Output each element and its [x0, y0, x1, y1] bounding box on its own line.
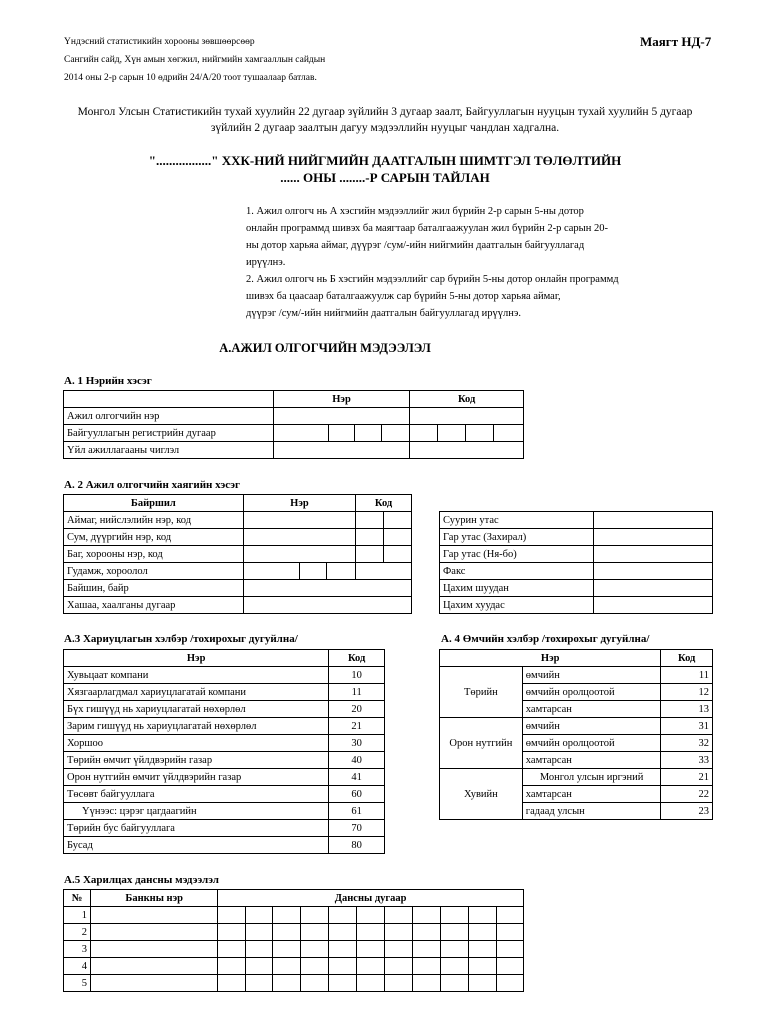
a5-header-no: № — [64, 890, 91, 907]
account-digit-field[interactable] — [412, 941, 440, 958]
a2-contact-table — [439, 511, 713, 614]
district-name-field[interactable] — [243, 529, 355, 546]
report-title-line-1: "................." ХХК-НИЙ НИЙГМИЙН ДААТГАЛЫН ШИМТГЭЛ ТӨЛӨЛТИЙН — [148, 153, 622, 168]
account-digit-field[interactable] — [218, 907, 246, 924]
a5-header-bank: Банкны нэр — [91, 890, 218, 907]
ownership-code[interactable]: 13 — [661, 701, 713, 718]
account-digit-field[interactable] — [356, 907, 384, 924]
register-digit-field[interactable] — [494, 425, 524, 442]
ownership-name: Монгол улсын иргэний — [522, 769, 661, 786]
instructions — [246, 203, 706, 322]
account-digit-field[interactable] — [468, 958, 496, 975]
table-row — [64, 597, 412, 614]
contact-label: Суурин утас — [440, 512, 594, 529]
bank-name-field[interactable] — [91, 958, 218, 975]
activity-code-field[interactable] — [410, 442, 524, 459]
account-digit-field[interactable] — [246, 924, 273, 941]
a1-header-code: Код — [410, 391, 524, 408]
table-row — [64, 975, 524, 992]
account-digit-field[interactable] — [440, 907, 468, 924]
a4-header-name: Нэр — [440, 650, 661, 667]
account-digit-field[interactable] — [301, 975, 328, 992]
row-number: 4 — [64, 958, 91, 975]
liability-name: Орон нутгийн өмчит үйлдвэрийн газар — [64, 769, 329, 786]
bank-name-field[interactable] — [91, 975, 218, 992]
row-number: 1 — [64, 907, 91, 924]
table-row[interactable] — [64, 752, 385, 769]
account-digit-field[interactable] — [273, 975, 301, 992]
liability-code[interactable]: 80 — [329, 837, 385, 854]
account-digit-field[interactable] — [273, 941, 301, 958]
province-code-field[interactable] — [356, 512, 384, 529]
table-row[interactable] — [440, 718, 713, 735]
account-digit-field[interactable] — [440, 958, 468, 975]
table-row — [440, 563, 713, 580]
ownership-code[interactable]: 33 — [661, 752, 713, 769]
account-digit-field[interactable] — [412, 975, 440, 992]
account-digit-field[interactable] — [301, 941, 328, 958]
table-row — [64, 941, 524, 958]
account-digit-field[interactable] — [468, 975, 496, 992]
employer-name-field[interactable] — [273, 408, 410, 425]
ownership-group-label: Хувийн — [440, 769, 523, 820]
account-digit-field[interactable] — [384, 941, 412, 958]
liability-code[interactable]: 21 — [329, 718, 385, 735]
bank-name-field[interactable] — [91, 941, 218, 958]
account-digit-field[interactable] — [273, 924, 301, 941]
door-number-field[interactable] — [243, 597, 411, 614]
a3-heading: А.3 Хариуцлагын хэлбэр /тохирохыг дугуйлна/ — [64, 633, 298, 645]
account-digit-field[interactable] — [496, 941, 523, 958]
liability-code[interactable]: 40 — [329, 752, 385, 769]
subdistrict-code-field[interactable] — [356, 546, 384, 563]
account-digit-field[interactable] — [218, 975, 246, 992]
account-digit-field[interactable] — [246, 907, 273, 924]
employer-code-field[interactable] — [410, 408, 524, 425]
ownership-code[interactable]: 21 — [661, 769, 713, 786]
subdistrict-code-field[interactable] — [384, 546, 412, 563]
table-row[interactable] — [64, 667, 385, 684]
table-row — [64, 563, 412, 580]
ownership-name: өмчийн оролцоотой — [522, 735, 661, 752]
district-code-field[interactable] — [356, 529, 384, 546]
contact-label: Цахим хуудас — [440, 597, 594, 614]
account-digit-field[interactable] — [356, 941, 384, 958]
table-row — [64, 907, 524, 924]
account-digit-field[interactable] — [496, 958, 523, 975]
subdistrict-name-field[interactable] — [243, 546, 355, 563]
a2-header-location: Байршил — [64, 495, 244, 512]
row-number: 2 — [64, 924, 91, 941]
table-row — [64, 924, 524, 941]
approval-line-1: Үндэсний статистикийн хорооны зөвшөөрсөөр — [64, 37, 255, 47]
account-digit-field[interactable] — [246, 958, 273, 975]
table-row — [440, 546, 713, 563]
intro-line-1: Монгол Улсын Статистикийн тухай хуулийн 22 дугаар зүйлийн 3 дугаар заалт, Байгууллагын нууцын тухай хуулийн 5 дугаар — [77, 106, 693, 118]
form-id: Маягт НД-7 — [640, 34, 712, 49]
a2-row-label: Хашаа, хаалганы дугаар — [64, 597, 244, 614]
fax-field[interactable] — [593, 563, 712, 580]
row-number: 5 — [64, 975, 91, 992]
a2-row-label: Сум, дүүргийн нэр, код — [64, 529, 244, 546]
liability-code[interactable]: 10 — [329, 667, 385, 684]
account-digit-field[interactable] — [440, 975, 468, 992]
a1-row-label: Ажил олгогчийн нэр — [64, 408, 274, 425]
ownership-name: хамтарсан — [522, 786, 661, 803]
ownership-code[interactable]: 31 — [661, 718, 713, 735]
a1-header-empty — [64, 391, 274, 408]
register-digit-field[interactable] — [410, 425, 438, 442]
approval-line-3: 2014 оны 2-р сарын 10 өдрийн 24/А/20 тоот тушаалаар батлав. — [64, 73, 317, 83]
account-digit-field[interactable] — [273, 907, 301, 924]
account-digit-field[interactable] — [496, 907, 523, 924]
account-digit-field[interactable] — [301, 958, 328, 975]
table-row — [64, 529, 412, 546]
account-digit-field[interactable] — [328, 975, 356, 992]
liability-code[interactable]: 60 — [329, 786, 385, 803]
table-row[interactable] — [440, 769, 713, 786]
table-row[interactable] — [64, 735, 385, 752]
account-digit-field[interactable] — [356, 924, 384, 941]
account-digit-field[interactable] — [328, 941, 356, 958]
register-digit-field[interactable] — [466, 425, 494, 442]
table-row — [64, 546, 412, 563]
liability-code[interactable]: 20 — [329, 701, 385, 718]
table-row — [64, 408, 524, 425]
register-digit-field[interactable] — [328, 425, 355, 442]
account-digit-field[interactable] — [356, 958, 384, 975]
liability-name: Бүх гишүүд нь хариуцлагатай нөхөрлөл — [64, 701, 329, 718]
table-row[interactable] — [64, 701, 385, 718]
a3-header-name: Нэр — [64, 650, 329, 667]
liability-code[interactable]: 61 — [329, 803, 385, 820]
account-digit-field[interactable] — [328, 924, 356, 941]
ownership-group-label: Орон нутгийн — [440, 718, 523, 769]
ownership-name: гадаад улсын — [522, 803, 661, 820]
liability-code[interactable]: 70 — [329, 820, 385, 837]
account-digit-field[interactable] — [412, 907, 440, 924]
ownership-name: өмчийн — [522, 667, 661, 684]
account-digit-field[interactable] — [384, 924, 412, 941]
table-row — [64, 442, 524, 459]
account-digit-field[interactable] — [412, 958, 440, 975]
a2-row-label: Байшин, байр — [64, 580, 244, 597]
row-number: 3 — [64, 941, 91, 958]
street-extra-field[interactable] — [356, 563, 412, 580]
district-code-field[interactable] — [384, 529, 412, 546]
website-field[interactable] — [593, 597, 712, 614]
ownership-name: өмчийн оролцоотой — [522, 684, 661, 701]
register-digit-field[interactable] — [273, 425, 328, 442]
a4-table — [439, 649, 713, 820]
table-row — [64, 512, 412, 529]
account-digit-field[interactable] — [218, 941, 246, 958]
contact-label: Факс — [440, 563, 594, 580]
activity-name-field[interactable] — [273, 442, 410, 459]
a5-table — [63, 889, 524, 992]
account-digit-field[interactable] — [246, 975, 273, 992]
ownership-code[interactable]: 22 — [661, 786, 713, 803]
instruction-line: 2. Ажил олгогч нь Б хэсгийн мэдээллийг сар бүрийн 5-ны дотор онлайн программд — [246, 274, 619, 285]
intro-line-2: зүйлийн 2 дугаар заалтын дагуу мэдээллийн нууцыг чандлан хадгална. — [210, 122, 560, 134]
table-row — [440, 580, 713, 597]
ownership-group-label: Төрийн — [440, 667, 523, 718]
account-digit-field[interactable] — [246, 941, 273, 958]
contact-label: Гар утас (Захирал) — [440, 529, 594, 546]
a2-row-label: Аймаг, нийслэлийн нэр, код — [64, 512, 244, 529]
a1-heading: А. 1 Нэрийн хэсэг — [64, 375, 152, 387]
a4-header-code: Код — [661, 650, 713, 667]
ownership-code[interactable]: 32 — [661, 735, 713, 752]
ownership-code[interactable]: 23 — [661, 803, 713, 820]
section-a-heading: А.АЖИЛ ОЛГОГЧИЙН МЭДЭЭЛЭЛ — [219, 341, 431, 355]
account-digit-field[interactable] — [468, 907, 496, 924]
liability-name: Хязгаарлагдмал хариуцлагатай компани — [64, 684, 329, 701]
liability-name: Үүнээс: цэрэг цагдаагийн — [64, 803, 329, 820]
a1-header-name: Нэр — [273, 391, 410, 408]
table-row[interactable] — [64, 786, 385, 803]
a3-header-code: Код — [329, 650, 385, 667]
account-digit-field[interactable] — [218, 958, 246, 975]
account-digit-field[interactable] — [496, 924, 523, 941]
contact-label: Цахим шуудан — [440, 580, 594, 597]
a2-heading: А. 2 Ажил олгогчийн хаягийн хэсэг — [64, 479, 241, 491]
account-digit-field[interactable] — [273, 958, 301, 975]
contact-label: Гар утас (Ня-бо) — [440, 546, 594, 563]
account-digit-field[interactable] — [384, 975, 412, 992]
street-code-field[interactable] — [300, 563, 327, 580]
a2-header-name: Нэр — [243, 495, 355, 512]
table-row — [64, 425, 524, 442]
register-digit-field[interactable] — [438, 425, 466, 442]
account-digit-field[interactable] — [468, 941, 496, 958]
instruction-line: дүүрэг /сум/-ийн нийгмийн даатгалын байгууллагад ирүүлнэ. — [246, 308, 522, 319]
a2-address-table — [63, 494, 412, 614]
a1-row-label: Үйл ажиллагааны чиглэл — [64, 442, 274, 459]
instruction-line: 1. Ажил олгогч нь А хэсгийн мэдээллийг жил бүрийн 2-р сарын 5-ны дотор — [246, 206, 584, 217]
table-row — [440, 597, 713, 614]
ownership-code[interactable]: 11 — [661, 667, 713, 684]
liability-name: Хоршоо — [64, 735, 329, 752]
building-field[interactable] — [243, 580, 411, 597]
liability-code[interactable]: 41 — [329, 769, 385, 786]
account-digit-field[interactable] — [440, 924, 468, 941]
ownership-name: хамтарсан — [522, 701, 661, 718]
approval-line-2: Сангийн сайд, Хүн амын хөгжил, нийгмийн хамгааллын сайдын — [64, 55, 326, 65]
ownership-name: хамтарсан — [522, 752, 661, 769]
account-digit-field[interactable] — [468, 924, 496, 941]
table-row — [440, 529, 713, 546]
table-row — [64, 580, 412, 597]
register-digit-field[interactable] — [382, 425, 410, 442]
account-digit-field[interactable] — [356, 975, 384, 992]
instruction-line: ны дотор харьяа аймаг, дүүрэг /сум/-ийн нийгмийн даатгалын байгууллагад — [246, 240, 585, 251]
instruction-line: шивэх ба цаасаар баталгаажуулж сар бүрийн 5-ны дотор харьяа аймаг, — [246, 291, 561, 302]
account-digit-field[interactable] — [384, 958, 412, 975]
register-digit-field[interactable] — [355, 425, 382, 442]
account-digit-field[interactable] — [301, 907, 328, 924]
report-title-line-2: ...... ОНЫ ........-Р САРЫН ТАЙЛАН — [280, 170, 490, 185]
ownership-name: өмчийн — [522, 718, 661, 735]
a3-table — [63, 649, 385, 854]
table-row[interactable] — [64, 820, 385, 837]
table-row — [64, 958, 524, 975]
account-digit-field[interactable] — [218, 924, 246, 941]
account-digit-field[interactable] — [412, 924, 440, 941]
table-row[interactable] — [440, 667, 713, 684]
a2-row-label: Гудамж, хороолол — [64, 563, 244, 580]
province-code-field[interactable] — [384, 512, 412, 529]
table-row — [440, 512, 713, 529]
instruction-line: ирүүлнэ. — [246, 257, 286, 268]
liability-name: Төрийн бус байгууллага — [64, 820, 329, 837]
director-mobile-field[interactable] — [593, 529, 712, 546]
liability-name: Хувьцаат компани — [64, 667, 329, 684]
liability-name: Төсөвт байгууллага — [64, 786, 329, 803]
account-digit-field[interactable] — [384, 907, 412, 924]
bank-name-field[interactable] — [91, 924, 218, 941]
bank-name-field[interactable] — [91, 907, 218, 924]
account-digit-field[interactable] — [328, 907, 356, 924]
account-digit-field[interactable] — [496, 975, 523, 992]
ownership-code[interactable]: 12 — [661, 684, 713, 701]
account-digit-field[interactable] — [301, 924, 328, 941]
liability-code[interactable]: 11 — [329, 684, 385, 701]
liability-name: Бусад — [64, 837, 329, 854]
account-digit-field[interactable] — [440, 941, 468, 958]
table-row[interactable] — [64, 803, 385, 820]
street-name-field[interactable] — [243, 563, 300, 580]
a2-header-code: Код — [356, 495, 412, 512]
a5-heading: А.5 Харилцах дансны мэдээлэл — [64, 874, 219, 886]
landline-field[interactable] — [593, 512, 712, 529]
liability-name: Зарим гишүүд нь хариуцлагатай нөхөрлөл — [64, 718, 329, 735]
liability-name: Төрийн өмчит үйлдвэрийн газар — [64, 752, 329, 769]
liability-code[interactable]: 30 — [329, 735, 385, 752]
a1-row-label: Байгууллагын регистрийн дугаар — [64, 425, 274, 442]
a4-heading: А. 4 Өмчийн хэлбэр /тохирохыг дугуйлна/ — [441, 633, 650, 645]
province-name-field[interactable] — [243, 512, 355, 529]
table-row[interactable] — [64, 718, 385, 735]
account-digit-field[interactable] — [328, 958, 356, 975]
email-field[interactable] — [593, 580, 712, 597]
table-row[interactable] — [64, 837, 385, 854]
a1-table — [63, 390, 524, 459]
table-row[interactable] — [64, 684, 385, 701]
table-row[interactable] — [64, 769, 385, 786]
street-code-field[interactable] — [327, 563, 356, 580]
a5-header-account: Дансны дугаар — [218, 890, 524, 907]
accountant-mobile-field[interactable] — [593, 546, 712, 563]
a2-row-label: Баг, хорооны нэр, код — [64, 546, 244, 563]
instruction-line: онлайн программд шивэх ба маягтаар баталгаажуулан жил бүрийн 2-р сарын 20- — [246, 223, 608, 234]
